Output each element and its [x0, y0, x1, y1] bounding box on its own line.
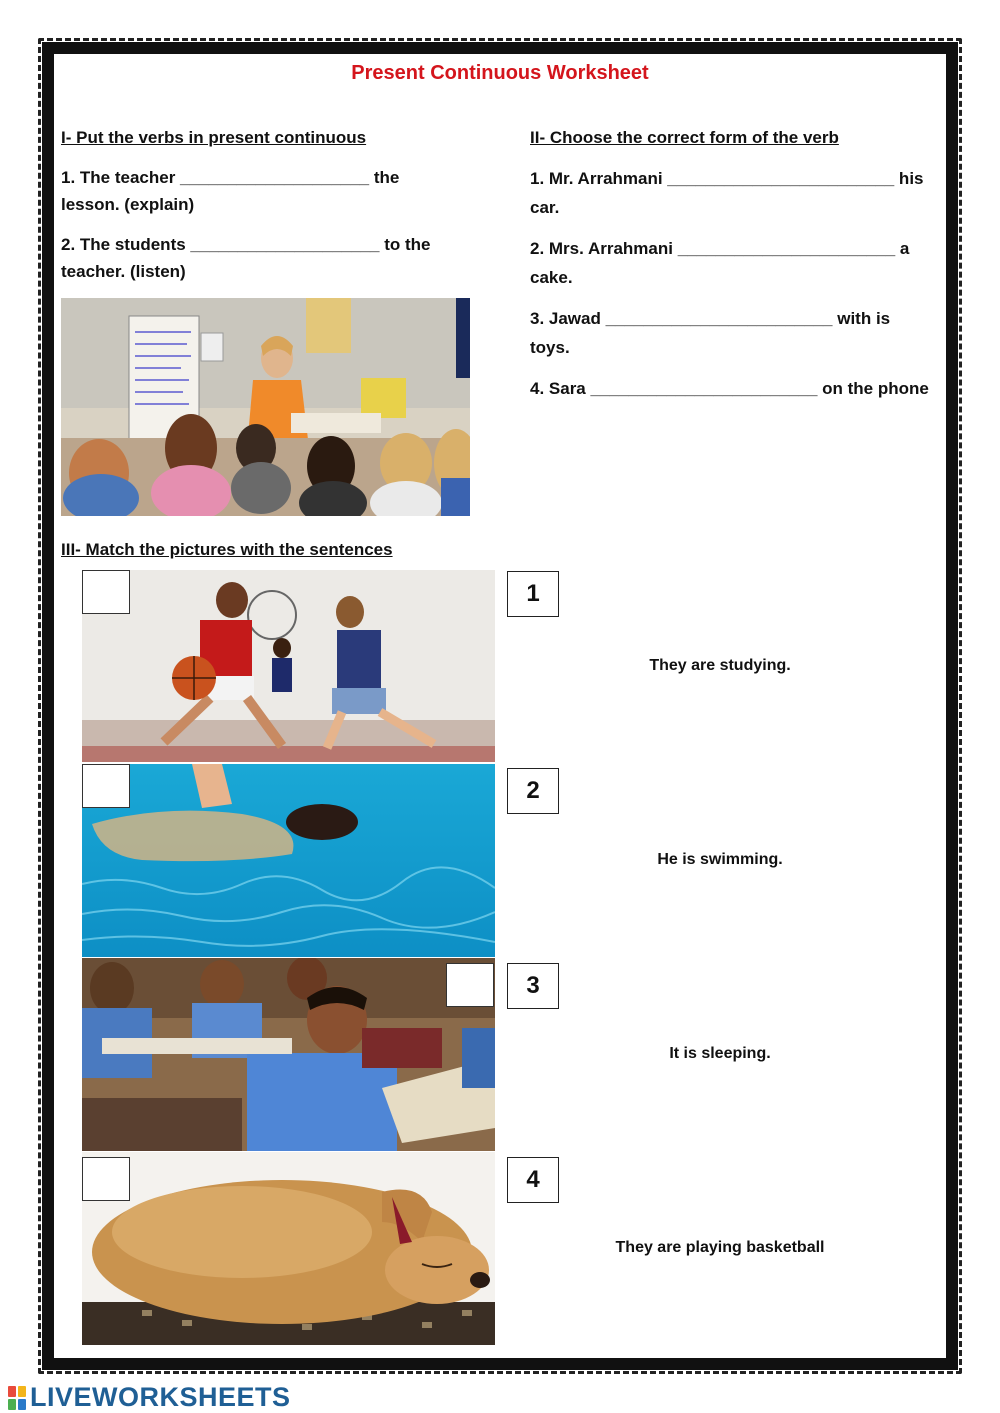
section-2-item-3: 3. Jawad ________________________ with is toys.: [530, 309, 891, 357]
number-box-2: 2: [507, 768, 559, 814]
sleeping-dog-photo: [82, 1152, 495, 1345]
section-2-item-4: 4. Sara ________________________ on the phone: [530, 379, 929, 398]
swimming-photo: [82, 764, 495, 957]
classroom-photo: [61, 298, 470, 516]
section-1-item-2: 2. The students ____________________ to the teacher. (listen): [61, 235, 431, 281]
number-box-4: 4: [507, 1157, 559, 1203]
sentence-2: He is swimming.: [657, 851, 783, 868]
section-2-item-1: 1. Mr. Arrahmani ________________________ his car.: [530, 169, 924, 217]
sentence-4: They are playing basketball: [615, 1239, 825, 1256]
answer-box-2[interactable]: [82, 764, 130, 808]
answer-box-4[interactable]: [82, 1157, 130, 1201]
students-photo: [82, 958, 495, 1151]
number-box-1: 1: [507, 571, 559, 617]
section-3-heading: III- Match the pictures with the sentences: [61, 540, 393, 559]
liveworksheets-logo: [8, 1382, 291, 1413]
liveworksheets-logo-icon: [8, 1386, 26, 1410]
section-1-item-1: 1. The teacher ____________________ the lesson. (explain): [61, 168, 400, 214]
section-1-heading: I- Put the verbs in present continuous: [61, 128, 367, 147]
answer-box-1[interactable]: [82, 570, 130, 614]
number-box-3: 3: [507, 963, 559, 1009]
liveworksheets-logo-text: LIVEWORKSHEETS: [30, 1382, 291, 1412]
section-2-item-2: 2. Mrs. Arrahmani _______________________ a cake.: [530, 239, 910, 287]
basketball-photo: [82, 570, 495, 762]
section-2-heading: II- Choose the correct form of the verb: [530, 128, 839, 147]
worksheet-title: Present Continuous Worksheet: [351, 62, 649, 84]
sentence-3: It is sleeping.: [669, 1045, 771, 1062]
sentence-1: They are studying.: [649, 657, 791, 674]
answer-box-3[interactable]: [446, 963, 494, 1007]
